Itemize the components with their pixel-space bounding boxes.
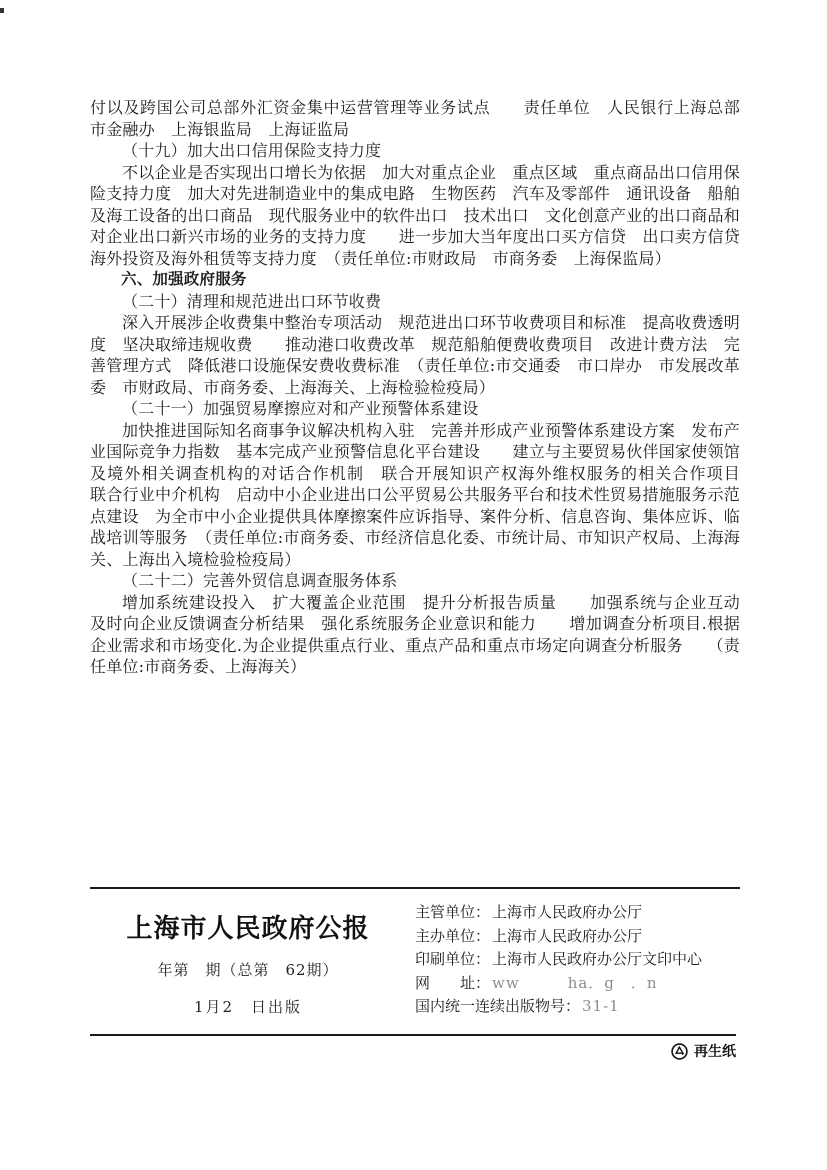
section-heading-22: （二十二）完善外贸信息调查服务体系: [122, 571, 398, 590]
colophon-label: 主办单位：: [415, 926, 491, 945]
colophon-label: 印刷单位：: [415, 950, 491, 968]
footer-divider: [90, 887, 740, 889]
paragraph: 增加系统建设投入 扩大覆盖企业范围 提升分析报告质量 加强系统与企业互动 及时向企业反馈调查分析结果 强化系统服务企业意识和能力 增加调查分析项目.根据企业需求和市场变化.为企业提供重点行业、重点产品和重点市场定向调查分析服务 （责任单位:市商务委、上海海关）: [90, 592, 757, 676]
chapter-heading-6: 六、加强政府服务: [121, 270, 247, 288]
colophon-info: [415, 901, 745, 1019]
gazette-issue-line: 年第 期（总第 62期）: [157, 961, 339, 979]
section-heading-20: （二十）清理和规范进出口环节收费: [122, 291, 382, 311]
colophon-row-website: [415, 972, 745, 996]
colophon-value-faded: 31-1: [582, 997, 620, 1015]
bottom-divider: [90, 1034, 736, 1036]
gazette-title: 上海市人民政府公报: [126, 914, 370, 944]
colophon-row-organizer: [415, 925, 745, 949]
colophon-row-supervisor: [415, 901, 745, 925]
paragraph-continuation: 付以及跨国公司总部外汇资金集中运营管理等业务试点 责任单位 人民银行上海总部 市金融办 上海银监局 上海证监局: [90, 98, 757, 139]
recycled-paper-mark: [671, 1041, 736, 1061]
paragraph: 深入开展涉企收费集中整治专项活动 规范进出口环节收费项目和标准 提高收费透明度 坚决取缔违规收费 推动港口收费改革 规范船舶便费收费项目 改进计费方法 完善管理方式 降低港口设施保安费收费标准 （责任单位:市交通委 市口岸办 市发展改革委 市财政局、市商务委、上海海关、上海检验检疫局）: [90, 313, 740, 397]
colophon-row-publication-number: [415, 995, 745, 1019]
paragraph: 不以企业是否实现出口增长为依据 加大对重点企业 重点区域 重点商品出口信用保险支持力度 加大对先进制造业中的集成电路 生物医药 汽车及零部件 通讯设备 船舶及海工设备的出口商品 现代服务业中的软件出口 技术出口 文化创意产业的出口商品和对企业出口新兴市场的业务的支持力度 进一步加大当年度出口买方信贷 出口卖方信贷 海外投资及海外租赁等支持力度 （责任单位:市财政局 市商务委 上海保监局）: [90, 162, 757, 268]
colophon-label: 主管单位：: [415, 903, 491, 921]
scan-artifact: [0, 8, 4, 13]
gazette-publish-date: 1月2 日出版: [193, 998, 303, 1016]
colophon-label: 网 址：: [415, 973, 491, 992]
document-body: [90, 97, 773, 678]
recycle-icon: [671, 1043, 688, 1060]
colophon-row-printer: [415, 948, 745, 972]
section-heading-21: （二十一）加强贸易摩擦应对和产业预警体系建设: [122, 399, 479, 418]
colophon-value: 上海市人民政府办公厅文印中心: [492, 950, 703, 968]
colophon-value: 上海市人民政府办公厅: [492, 903, 643, 921]
recycled-paper-label: 再生纸: [694, 1044, 736, 1060]
gazette-masthead: [108, 908, 388, 1017]
colophon-label: 国内统一连续出版物号：: [415, 997, 581, 1015]
colophon-value: 上海市人民政府办公厅: [492, 926, 643, 945]
colophon-value-faded: ww ha．g ．n: [492, 973, 658, 992]
paragraph: 加快推进国际知名商事争议解决机构入驻 完善并形成产业预警体系建设方案 发布产业国际竞争力指数 基本完成产业预警信息化平台建设 建立与主要贸易伙伴国家使领馆及境外相关调查机构的对话合作机制 联合开展知识产权海外维权服务的相关合作项目 联合行业中介机构 启动中小企业进出口公平贸易公共服务平台和技术性贸易措施服务示范点建设 为全市中小企业提供具体摩擦案件应诉指导、案件分析、信息咨询、集体应诉、临战培训等服务 （责任单位:市商务委、市经济信息化委、市统计局、市知识产权局、上海海关、上海出入境检验检疫局）: [90, 420, 773, 569]
section-heading-19: （十九）加大出口信用保险支持力度: [122, 141, 382, 160]
